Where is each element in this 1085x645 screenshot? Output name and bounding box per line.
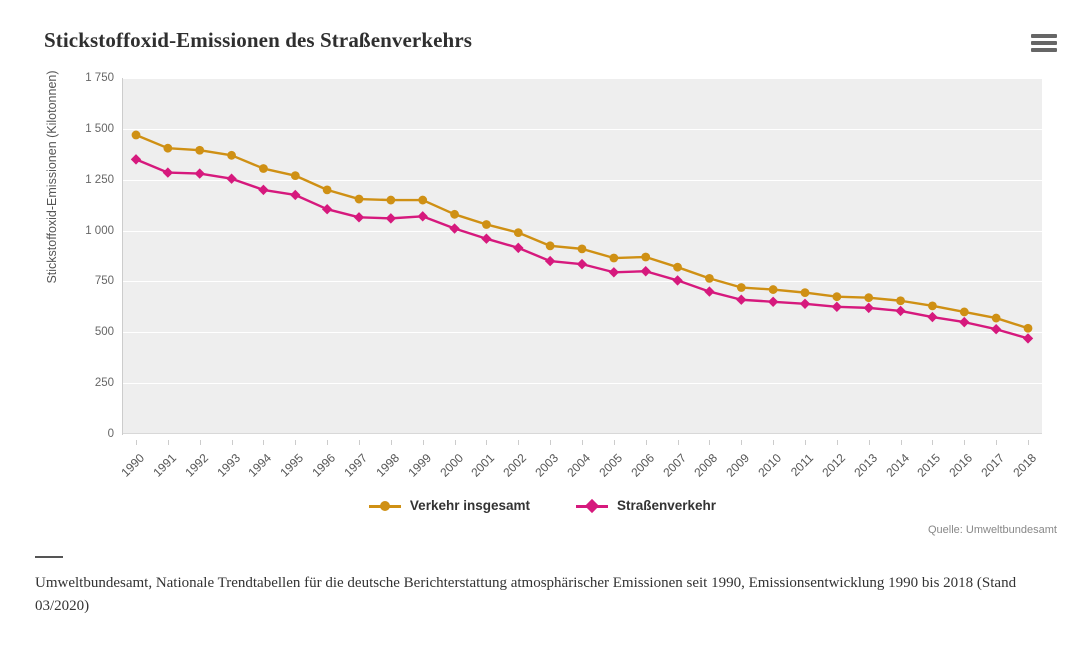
x-tick (200, 440, 201, 445)
data-point[interactable] (355, 195, 364, 204)
x-tick (550, 440, 551, 445)
data-point[interactable] (258, 185, 268, 195)
x-tick (295, 440, 296, 445)
x-tick-label: 2009 (723, 450, 753, 480)
data-point[interactable] (291, 171, 300, 180)
footer-text: Umweltbundesamt, Nationale Trendtabellen für die deutsche Berichterstattung atmosphärischer Emissionen seit 1990, Emissionsentwicklung 1990 bis 2018 (Stand 03/2020) (35, 575, 1017, 615)
data-point[interactable] (450, 210, 459, 219)
data-point[interactable] (1023, 333, 1033, 343)
data-point[interactable] (960, 308, 969, 317)
data-point[interactable] (895, 306, 905, 316)
x-tick-label: 2006 (627, 450, 657, 480)
x-tick-label: 2001 (468, 450, 498, 480)
y-tick-label: 1 750 (85, 72, 114, 84)
data-point[interactable] (132, 131, 141, 140)
data-point[interactable] (864, 293, 873, 302)
x-tick (455, 440, 456, 445)
x-tick-label: 1999 (404, 450, 434, 480)
x-tick-label: 1990 (118, 450, 148, 480)
data-point[interactable] (641, 253, 650, 262)
page-title: Stickstoffoxid-Emissionen des Straßenverkehrs (44, 28, 473, 52)
x-tick-label: 1995 (277, 450, 307, 480)
data-point[interactable] (673, 263, 682, 272)
chart-legend (0, 498, 1085, 513)
data-point[interactable] (1024, 324, 1033, 333)
hamburger-menu-icon[interactable] (1031, 32, 1057, 54)
data-point[interactable] (959, 317, 969, 327)
x-tick (232, 440, 233, 445)
data-point[interactable] (322, 204, 332, 214)
legend-label: Verkehr insgesamt (409, 498, 530, 513)
data-point[interactable] (163, 167, 173, 177)
data-point[interactable] (991, 324, 1001, 334)
series-1 (132, 131, 1033, 333)
x-tick-label: 2011 (787, 450, 817, 479)
x-tick (391, 440, 392, 445)
data-point[interactable] (514, 228, 523, 237)
data-point[interactable] (386, 196, 395, 205)
x-axis-labels (118, 440, 1042, 500)
data-point[interactable] (609, 267, 619, 277)
y-axis-labels (60, 72, 114, 440)
x-tick-label: 1998 (373, 450, 402, 480)
x-tick-label: 2004 (564, 450, 594, 480)
plot-area (122, 78, 1042, 434)
data-point[interactable] (672, 275, 682, 285)
data-point[interactable] (386, 213, 396, 223)
source-note: Quelle: Umweltbundesamt (927, 524, 1057, 536)
legend-label: Straßenverkehr (617, 498, 717, 513)
data-point[interactable] (226, 173, 236, 183)
y-tick-label: 500 (94, 326, 114, 339)
x-tick-label: 2005 (596, 450, 625, 480)
data-point[interactable] (482, 220, 491, 229)
data-point[interactable] (227, 151, 236, 160)
x-tick (582, 440, 583, 445)
data-point[interactable] (737, 283, 746, 292)
x-tick (837, 440, 838, 445)
x-tick-label: 2002 (500, 450, 530, 480)
x-tick (741, 440, 742, 445)
data-point[interactable] (769, 285, 778, 294)
data-point[interactable] (992, 314, 1001, 323)
x-tick (964, 440, 965, 445)
data-point[interactable] (131, 154, 141, 164)
data-point[interactable] (768, 297, 778, 307)
footer-divider (35, 556, 63, 558)
data-point[interactable] (290, 190, 300, 200)
legend-item-strassenverkehr[interactable] (576, 498, 716, 513)
data-point[interactable] (832, 302, 842, 312)
x-tick (359, 440, 360, 445)
x-tick-label: 2013 (850, 450, 880, 480)
y-axis-line (122, 78, 123, 435)
x-tick (932, 440, 933, 445)
x-tick (709, 440, 710, 445)
x-tick (486, 440, 487, 445)
x-tick-label: 1997 (341, 450, 371, 480)
x-tick-label: 2018 (1010, 450, 1040, 480)
data-point[interactable] (705, 274, 714, 283)
x-tick-label: 2000 (436, 450, 466, 480)
data-point[interactable] (641, 266, 651, 276)
y-tick-label: 1 500 (85, 122, 114, 135)
data-point[interactable] (546, 241, 555, 250)
data-point[interactable] (163, 144, 172, 153)
x-tick (168, 440, 169, 445)
data-point[interactable] (418, 211, 428, 221)
data-point[interactable] (927, 312, 937, 322)
y-tick-label: 0 (107, 428, 114, 440)
y-tick-label: 1 250 (85, 173, 114, 186)
x-tick (614, 440, 615, 445)
data-point[interactable] (800, 299, 810, 309)
data-point[interactable] (323, 185, 332, 194)
x-tick-label: 1991 (150, 450, 179, 480)
series-layer (122, 78, 1042, 434)
x-tick-label: 2016 (946, 450, 976, 480)
x-tick (327, 440, 328, 445)
x-tick-label: 2017 (978, 450, 1008, 480)
data-point[interactable] (195, 168, 205, 178)
y-axis-title: Stickstoffoxid-Emissionen (Kilotonnen) (45, 70, 59, 284)
x-tick (136, 440, 137, 445)
x-tick-label: 2015 (914, 450, 944, 480)
data-point[interactable] (578, 244, 587, 253)
x-tick-label: 1993 (213, 450, 243, 480)
data-point[interactable] (513, 243, 523, 253)
x-tick (518, 440, 519, 445)
x-tick-label: 2010 (755, 450, 785, 480)
legend-item-verkehr-insgesamt[interactable] (369, 498, 530, 513)
data-point[interactable] (577, 259, 587, 269)
data-point[interactable] (195, 146, 204, 155)
y-tick-label: 750 (94, 275, 114, 288)
data-point[interactable] (832, 292, 841, 301)
legend-marker-icon (369, 500, 401, 512)
x-tick-label: 2014 (882, 450, 912, 480)
data-point[interactable] (609, 254, 618, 263)
y-tick-label: 1 000 (85, 224, 114, 237)
x-tick-label: 1992 (181, 450, 211, 480)
data-point[interactable] (736, 295, 746, 305)
data-point[interactable] (449, 223, 459, 233)
x-tick-label: 2007 (659, 450, 689, 480)
x-tick (901, 440, 902, 445)
data-point[interactable] (481, 234, 491, 244)
data-point[interactable] (418, 196, 427, 205)
x-tick (805, 440, 806, 445)
x-tick-label: 1994 (245, 450, 275, 480)
x-tick (773, 440, 774, 445)
x-tick-label: 2003 (532, 450, 562, 480)
x-tick (423, 440, 424, 445)
x-tick-label: 2012 (819, 450, 848, 480)
data-point[interactable] (545, 256, 555, 266)
x-tick (646, 440, 647, 445)
y-tick-label: 250 (94, 377, 114, 390)
data-point[interactable] (354, 212, 364, 222)
x-tick (996, 440, 997, 445)
series-line (136, 135, 1028, 328)
footer (35, 556, 1055, 619)
data-point[interactable] (864, 303, 874, 313)
x-tick (678, 440, 679, 445)
x-tick-label: 1996 (309, 450, 339, 480)
data-point[interactable] (259, 164, 268, 173)
x-tick (869, 440, 870, 445)
x-tick (1028, 440, 1029, 445)
data-point[interactable] (801, 288, 810, 297)
data-point[interactable] (928, 301, 937, 310)
data-point[interactable] (704, 286, 714, 296)
x-tick-label: 2008 (691, 450, 721, 480)
legend-marker-icon (576, 500, 608, 512)
x-tick (263, 440, 264, 445)
data-point[interactable] (896, 296, 905, 305)
